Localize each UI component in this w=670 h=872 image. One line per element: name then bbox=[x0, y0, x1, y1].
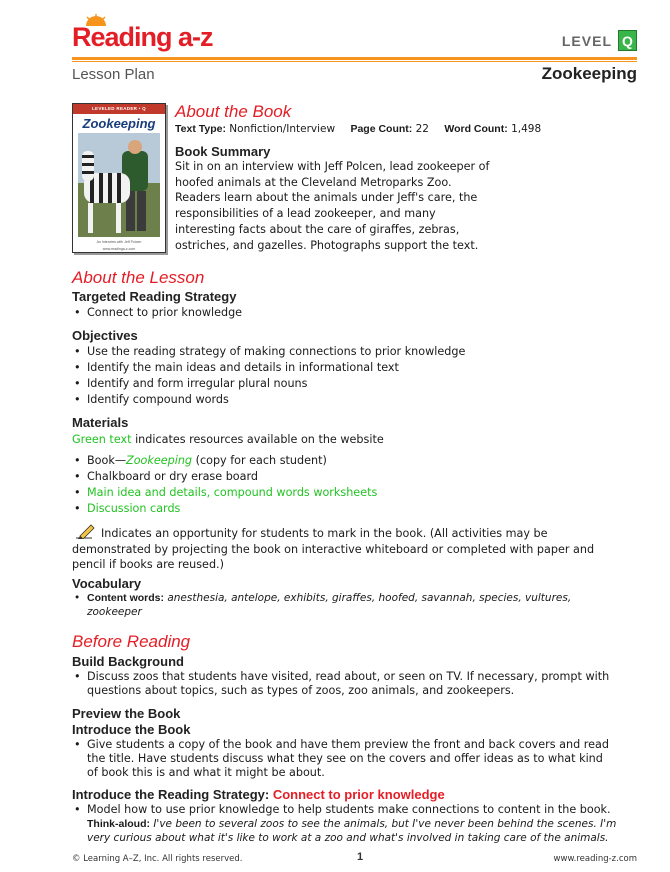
green-text-label: Green text bbox=[72, 433, 132, 446]
mark-note-text: Indicates an opportunity for students to mark in the book. (All activities may be demonstrated by projecting the book on interactive whiteboard or completed with paper and pencil if books are reused.) bbox=[72, 527, 595, 572]
footer-site: www.reading-z.com bbox=[553, 854, 637, 864]
worksheets-link[interactable]: Main idea and details, compound words worksheets bbox=[87, 486, 378, 499]
cover-credits: An Interview with Jeff Polcen bbox=[96, 240, 142, 244]
vocabulary-heading: Vocabulary bbox=[72, 576, 142, 591]
think-aloud-label: Think-aloud: bbox=[87, 817, 150, 830]
green-text-note bbox=[72, 432, 384, 448]
materials-list bbox=[72, 453, 377, 517]
preview-book-heading: Preview the Book bbox=[72, 706, 181, 721]
cover-site: www.readinga-z.com bbox=[102, 247, 136, 251]
logo-text: Reading a-z bbox=[72, 22, 213, 52]
cover-photo bbox=[78, 133, 160, 237]
word-count-label: Word Count: bbox=[444, 123, 508, 135]
page-count-label: Page Count: bbox=[350, 123, 413, 135]
list-item: • Give students a copy of the book and have them preview the front and back covers and read the title. Have students discuss what they see on the covers and offer ideas as to what kind of book this is and what it might be about. bbox=[72, 738, 612, 780]
strategy-heading: Targeted Reading Strategy bbox=[72, 289, 237, 304]
page-count-value: 22 bbox=[415, 123, 429, 135]
cover-band: LEVELED READER • Q bbox=[73, 104, 165, 114]
list-item: • Connect to prior knowledge bbox=[72, 305, 242, 321]
before-reading-heading: Before Reading bbox=[72, 632, 191, 651]
list-item bbox=[72, 803, 617, 846]
list-item: • Use the reading strategy of making connections to prior knowledge bbox=[72, 344, 465, 360]
header-rule-thin bbox=[72, 61, 637, 62]
cover-title: Zookeeping bbox=[82, 116, 156, 131]
list-item: • Chalkboard or dry erase board bbox=[72, 469, 377, 485]
word-count-value: 1,498 bbox=[511, 123, 542, 135]
green-text-note-rest: indicates resources available on the website bbox=[131, 433, 384, 446]
vocabulary-list bbox=[72, 592, 592, 619]
header-rule bbox=[72, 57, 637, 60]
level-label: LEVEL bbox=[561, 32, 612, 49]
mark-in-book-note bbox=[72, 524, 617, 573]
about-book-heading: About the Book bbox=[175, 102, 292, 121]
list-item: • Discuss zoos that students have visited, read about, or seen on TV. If necessary, prompt with questions about topics, such as types of zoos, zoo animals, and zookeepers. bbox=[72, 670, 612, 698]
background-list bbox=[72, 670, 612, 698]
vocab-words: anesthesia, antelope, exhibits, giraffes, hoofed, savannah, species, vultures, zookeeper bbox=[87, 592, 572, 618]
introduce-strategy-label: Introduce the Reading Strategy: bbox=[72, 787, 273, 802]
about-lesson-heading: About the Lesson bbox=[72, 268, 205, 287]
footer-page-number: 1 bbox=[357, 851, 364, 863]
list-item bbox=[72, 592, 592, 619]
list-item: • Identify and form irregular plural nouns bbox=[72, 376, 465, 392]
list-item: • Identify the main ideas and details in informational text bbox=[72, 360, 465, 376]
introduce-strategy-heading bbox=[72, 787, 445, 802]
list-item bbox=[72, 501, 377, 517]
book-suffix: (copy for each student) bbox=[192, 454, 327, 467]
model-text: Model how to use prior knowledge to help students make connections to content in the book. bbox=[87, 803, 611, 816]
introduce-list bbox=[72, 738, 612, 780]
vocab-label: Content words: bbox=[87, 592, 164, 604]
strategy-model-list bbox=[72, 803, 617, 846]
list-item bbox=[72, 453, 377, 469]
book-summary-heading: Book Summary bbox=[175, 144, 271, 159]
text-type-label: Text Type: bbox=[175, 123, 226, 135]
pencil-icon bbox=[72, 524, 98, 539]
materials-heading: Materials bbox=[72, 415, 129, 430]
objectives-list bbox=[72, 344, 465, 408]
list-item bbox=[72, 485, 377, 501]
book-prefix: Book— bbox=[87, 454, 127, 467]
strategy-list bbox=[72, 305, 242, 321]
build-background-heading: Build Background bbox=[72, 654, 184, 669]
level-badge: Q bbox=[618, 30, 637, 51]
list-item: • Identify compound words bbox=[72, 392, 465, 408]
objectives-heading: Objectives bbox=[72, 328, 138, 343]
book-link[interactable]: Zookeeping bbox=[126, 454, 193, 467]
text-type-value: Nonfiction/Interview bbox=[229, 123, 336, 135]
footer-copyright: © Learning A–Z, Inc. All rights reserved. bbox=[72, 854, 243, 864]
page-title: Zookeeping bbox=[541, 64, 637, 83]
think-aloud-text: I've been to several zoos to see the animals, but I've never been behind the scenes. I'm very curious about what it's like to work at a zoo and what's involved in taking care of the animals. bbox=[87, 817, 617, 844]
discussion-cards-link[interactable]: Discussion cards bbox=[87, 502, 181, 515]
level-indicator bbox=[562, 30, 637, 51]
lesson-plan-label: Lesson Plan bbox=[72, 66, 155, 83]
book-meta bbox=[175, 123, 541, 135]
introduce-book-heading: Introduce the Book bbox=[72, 722, 191, 737]
strategy-name: Connect to prior knowledge bbox=[272, 787, 445, 802]
book-cover-image bbox=[72, 103, 166, 253]
book-summary-text: Sit in on an interview with Jeff Polcen, lead zookeeper of hoofed animals at the Cleveland Metroparks Zoo. Readers learn about the animals under Jeff's care, the responsibilities of a lead zookeeper, and many interesting facts about the care of giraffes, zebras, ostriches, and gazelles. Photographs support the text. bbox=[175, 160, 490, 252]
